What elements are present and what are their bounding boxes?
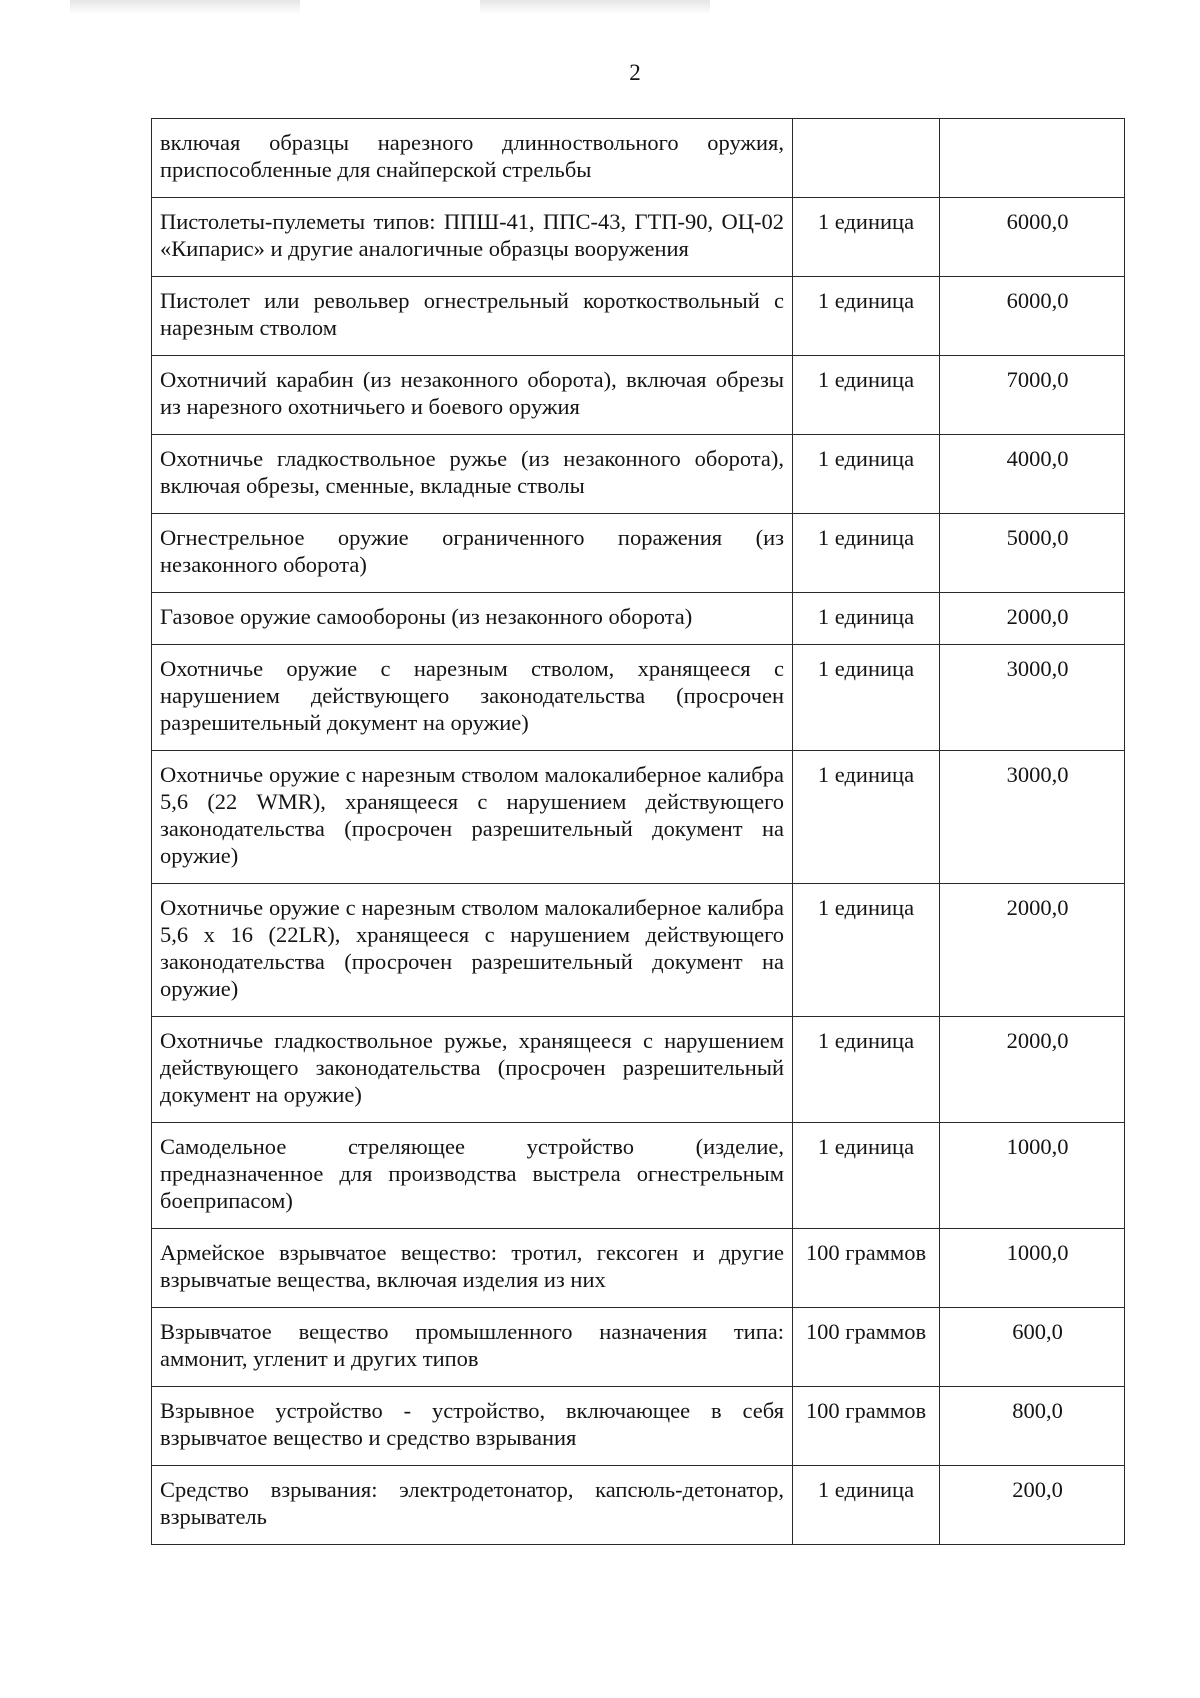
page-number: 2 xyxy=(629,60,641,85)
item-price: 6000,0 xyxy=(940,198,1125,277)
item-unit xyxy=(793,119,940,198)
item-description: включая образцы нарезного длинноствольного оружия, приспособленные для снайперской стрельбы xyxy=(152,119,793,198)
item-price: 7000,0 xyxy=(940,356,1125,435)
item-unit: 100 граммов xyxy=(793,1229,940,1308)
item-description: Взрывное устройство - устройство, включающее в себя взрывчатое вещество и средство взрывания xyxy=(152,1387,793,1466)
item-unit: 1 единица xyxy=(793,356,940,435)
item-price: 600,0 xyxy=(940,1308,1125,1387)
scan-artifact xyxy=(70,0,300,14)
item-price: 3000,0 xyxy=(940,645,1125,751)
item-description: Самодельное стреляющее устройство (изделие, предназначенное для производства выстрела огнестрельным боеприпасом) xyxy=(152,1123,793,1229)
item-unit: 1 единица xyxy=(793,1466,940,1545)
item-unit: 1 единица xyxy=(793,751,940,884)
table-row xyxy=(152,514,1125,593)
item-price: 4000,0 xyxy=(940,435,1125,514)
table-row xyxy=(152,1308,1125,1387)
item-description: Охотничье гладкоствольное ружье, хранящееся с нарушением действующего законодательства (просрочен разрешительный документ на оружие) xyxy=(152,1017,793,1123)
item-unit: 1 единица xyxy=(793,435,940,514)
item-unit: 1 единица xyxy=(793,514,940,593)
item-unit: 1 единица xyxy=(793,198,940,277)
item-unit: 1 единица xyxy=(793,277,940,356)
reward-table xyxy=(151,118,1125,1545)
item-price: 800,0 xyxy=(940,1387,1125,1466)
table-row xyxy=(152,1466,1125,1545)
item-description: Пистолеты-пулеметы типов: ППШ-41, ППС-43, ГТП-90, ОЦ-02 «Кипарис» и другие аналогичные образцы вооружения xyxy=(152,198,793,277)
table-row xyxy=(152,356,1125,435)
table-row xyxy=(152,198,1125,277)
item-price: 6000,0 xyxy=(940,277,1125,356)
item-description: Охотничье оружие с нарезным стволом, хранящееся с нарушением действующего законодательства (просрочен разрешительный документ на оружие) xyxy=(152,645,793,751)
item-unit: 1 единица xyxy=(793,1017,940,1123)
item-price: 1000,0 xyxy=(940,1229,1125,1308)
table-row xyxy=(152,593,1125,645)
item-price: 2000,0 xyxy=(940,593,1125,645)
table-row xyxy=(152,645,1125,751)
item-description: Охотничье оружие с нарезным стволом малокалиберное калибра 5,6 x 16 (22LR), хранящееся с нарушением действующего законодательства (просрочен разрешительный документ на оружие) xyxy=(152,884,793,1017)
item-description: Охотничье оружие с нарезным стволом малокалиберное калибра 5,6 (22 WMR), хранящееся с нарушением действующего законодательства (просрочен разрешительный документ на оружие) xyxy=(152,751,793,884)
item-price: 5000,0 xyxy=(940,514,1125,593)
item-description: Армейское взрывчатое вещество: тротил, гексоген и другие взрывчатые вещества, включая изделия из них xyxy=(152,1229,793,1308)
item-price: 1000,0 xyxy=(940,1123,1125,1229)
table-row xyxy=(152,277,1125,356)
item-unit: 100 граммов xyxy=(793,1387,940,1466)
table-body xyxy=(152,119,1125,1545)
item-description: Средство взрывания: электродетонатор, капсюль-детонатор, взрыватель xyxy=(152,1466,793,1545)
item-unit: 100 граммов xyxy=(793,1308,940,1387)
item-unit: 1 единица xyxy=(793,1123,940,1229)
table-row xyxy=(152,1229,1125,1308)
item-unit: 1 единица xyxy=(793,645,940,751)
item-description: Газовое оружие самообороны (из незаконного оборота) xyxy=(152,593,793,645)
item-description: Пистолет или револьвер огнестрельный короткоствольный с нарезным стволом xyxy=(152,277,793,356)
item-description: Охотничий карабин (из незаконного оборота), включая обрезы из нарезного охотничьего и боевого оружия xyxy=(152,356,793,435)
table-row xyxy=(152,119,1125,198)
table-row xyxy=(152,1017,1125,1123)
scan-artifact xyxy=(480,0,710,14)
item-description: Огнестрельное оружие ограниченного поражения (из незаконного оборота) xyxy=(152,514,793,593)
item-description: Охотничье гладкоствольное ружье (из незаконного оборота), включая обрезы, сменные, вкладные стволы xyxy=(152,435,793,514)
item-unit: 1 единица xyxy=(793,593,940,645)
item-description: Взрывчатое вещество промышленного назначения типа: аммонит, угленит и других типов xyxy=(152,1308,793,1387)
item-unit: 1 единица xyxy=(793,884,940,1017)
table-row xyxy=(152,1123,1125,1229)
table-row xyxy=(152,1387,1125,1466)
table-row xyxy=(152,884,1125,1017)
item-price xyxy=(940,119,1125,198)
item-price: 200,0 xyxy=(940,1466,1125,1545)
table-row xyxy=(152,435,1125,514)
item-price: 3000,0 xyxy=(940,751,1125,884)
item-price: 2000,0 xyxy=(940,1017,1125,1123)
item-price: 2000,0 xyxy=(940,884,1125,1017)
table-row xyxy=(152,751,1125,884)
